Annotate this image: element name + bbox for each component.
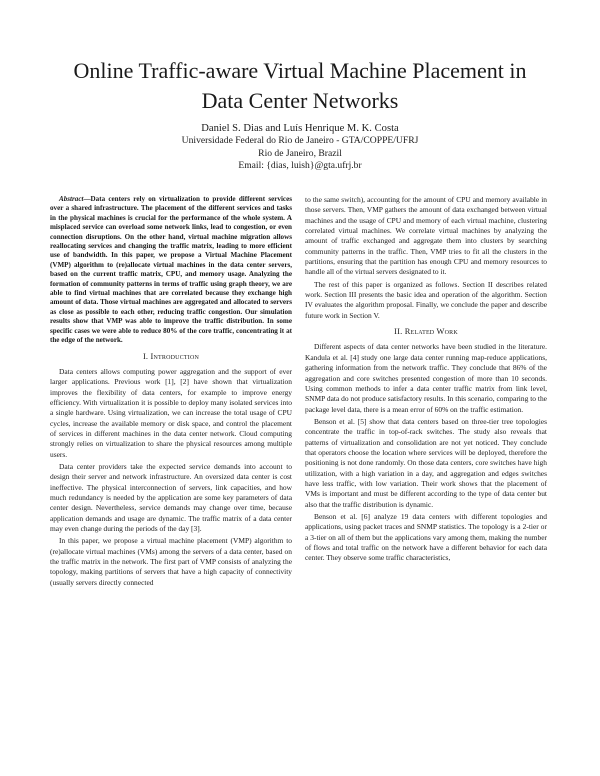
title-line-2: Data Center Networks [201,88,399,113]
related-paragraph-1: Different aspects of data center networks have been studied in the literature. Kandula et al. [4] study one large data center running map-reduce applications, gathering information from the network traffic. They conclude that 86% of the aggregation and core switches presented congestion of more than 10 seconds. Using common methods to infer a data center traffic matrix from link level, SNMP data do not produce satisfactory results. In this scenario, comparing to the package level data, there is a mean error of 60% on the traffic estimation. [305,342,547,414]
related-paragraph-3: Benson et al. [6] analyze 19 data centers with different topologies and applications, using packet traces and SNMP statistics. The topology is a 2-tier or a 3-tier on all of them but the applications vary among them, making the number of flows and total traffic on the network have a different behavior for each data center. They observe some traffic characteristics, [305,511,547,563]
affiliation: Universidade Federal do Rio de Janeiro - GTA/COPPE/UFRJ [181,135,419,146]
location: Rio de Janeiro, Brazil [258,147,342,159]
intro-paragraph-4: The rest of this paper is organized as follows. Section II describes related work. Section III presents the basic idea and operation of the algorithm. Section IV evaluates the algorithm proposal. Finally, we conclude the paper and describe future work in Section V. [305,279,547,320]
paper-title [40,56,560,116]
abstract [50,195,292,346]
title-line-1: Online Traffic-aware Virtual Machine Placement in [73,58,527,83]
section-heading-introduction: I. Introduction [142,351,200,361]
right-column [305,195,547,564]
related-paragraph-2: Benson et al. [5] show that data centers based on three-tier tree topologies concentrate the traffic in top-of-rack switches. The study also reveals that patterns of virtualization and consolidation are not yet noticed. They conclude that operators choose the location where services will be deployed, therefore the positioning is not done randomly. On those data centers, core switches have high utilization, with a high variation in a day, and aggregation and edges switches have less traffic, with low variation. Their work shows that the placement of VMs is important and must be different according to the type of data center but also that the traffic distribution is dynamic. [305,416,547,509]
section-heading-related-work: II. Related Work [394,327,458,337]
author-names: Daniel S. Dias and Luís Henrique M. K. Costa [201,123,399,134]
email: Email: {dias, luish}@gta.ufrj.br [238,160,362,172]
intro-paragraph-3-continued: to the same switch), accounting for the amount of CPU and memory available in those servers. Then, VMP gathers the amount of data exchanged between virtual machines and the usage of CPU and memory of each virtual machine, clustering correlated virtual machines. We correlate virtual machines by analyzing the amount of traffic exchanged and aggregate them into clusters by searching community patterns in the traffic. Then, VMP tries to fit all the clusters in the partitions, ensuring that the partition has enough CPU and memory resources to handle all of the virtual servers designated to it. [305,195,547,277]
intro-paragraph-3: In this paper, we propose a virtual machine placement (VMP) algorithm to (re)allocate virtual machines (VMs) among the servers of a data center, based on the traffic matrix in the network. The first part of VMP consists of analyzing the topology, making partitions of servers that have a high capacity of connectivity (usually servers directly connected [50,536,292,587]
intro-paragraph-1: Data centers allows computing power aggregation and the support of ever larger applications. Previous work [1], [2] have shown that virtualization improves the flexibility of data centers, for example to improve energy efficiency. With virtualization it is possible to deploy many isolated services into a single hardware. Using virtualization, we can increase the total usage of CPU cycles, increase the available memory or disk space, and control the placement of services in different machines in the data center network. Cloud computing strongly relies on virtualization to share the physical resources among multiple users. [50,366,292,459]
left-column [50,195,292,588]
author-block [100,122,500,173]
abstract-text: —Data centers rely on virtualization to provide different services over a shared infrastructure. The placement of the different services and tasks in the physical machines is crucial for the performance of the whole system. A misplaced service can overload some network links, lead to congestion, or even connection disruptions. On the other hand, virtual machine migration allows reallocating services and changing the traffic matrix, leading to more efficient use of bandwidth. In this paper, we propose a Virtual Machine Placement (VMP) algorithm to (re)allocate virtual machines in the data center servers, based on the current traffic matrix, CPU, and memory usage. Analyzing the formation of community patterns in terms of traffic using graph theory, we are able to find virtual machines that are correlated because they exchange high amount of data. Those virtual machines are aggregated and allocated to servers as close as possible to each other, reducing traffic congestion. Our simulation results show that VMP was able to improve the traffic distribution. In some specific cases we were able to reduce 80% of the core traffic, concentrating it at the edge of the network. [50,195,292,345]
abstract-label: Abstract [59,195,84,203]
intro-paragraph-2: Data center providers take the expected service demands into account to design their server and network infrastructure. An oversized data center is cost ineffective. The physical interconnection of servers, link capacities, and how much redundancy is needed by the application are some key parameters of data center design. Nevertheless, service demands may change over time, because application demands and usage are dynamic. The traffic matrix of a data center may even change during the periods of the day [3]. [50,461,292,533]
